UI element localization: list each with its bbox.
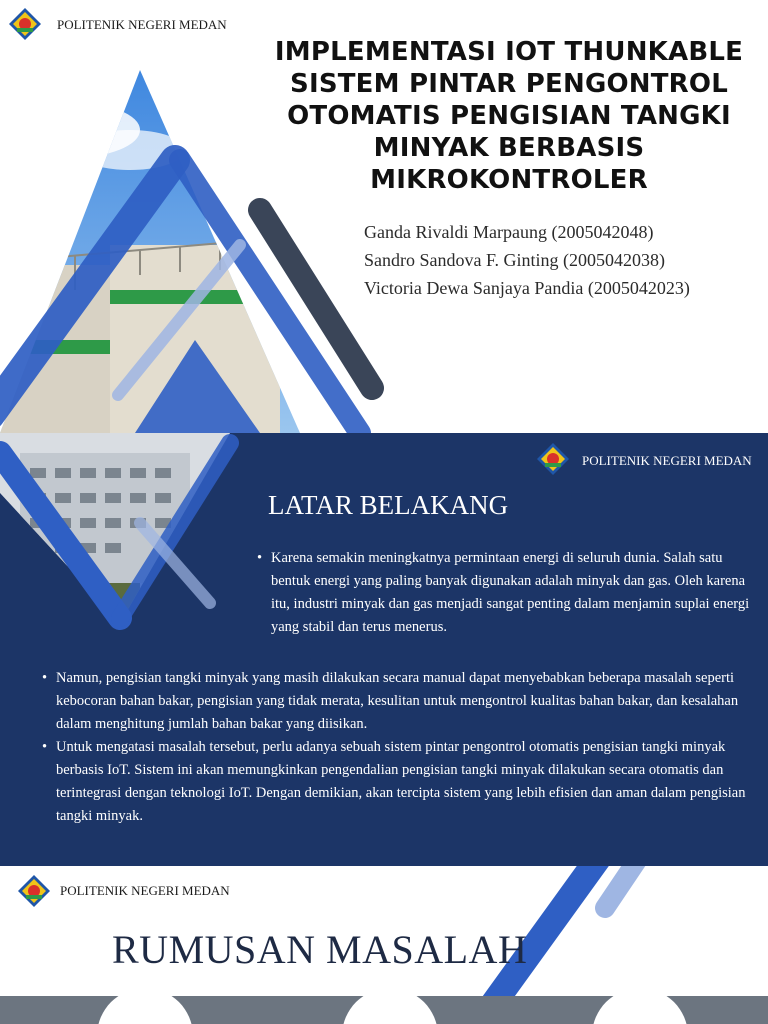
paragraph-text: Untuk mengatasi masalah tersebut, perlu adanya sebuah sistem pintar pengontrol otomatis pengisian tangki minyak berbasis IoT. Sistem ini akan memungkinkan pengendalian pengisian tangki minyak dilakukan secara otomatis dan terintegrasi dengan teknologi IoT. Dengan demikian, akan tercipta sistem yang lebih efisien dan aman dalam pengisian tangki minyak. [56,739,746,824]
paragraph-text: Namun, pengisian tangki minyak yang masih dilakukan secara manual dapat menyebabkan beberapa masalah seperti kebocoran bahan bakar, pengisian yang tidak merata, kesulitan untuk mengontrol kualitas bahan bakar, dan kesalahan dalam menghitung jumlah bahan bakar yang diisikan. [56,670,739,732]
institution-logo-icon [536,442,570,476]
org-name: POLITENIK NEGERI MEDAN [582,453,752,468]
author-item: Victoria Dewa Sanjaya Pandia (2005042023) [364,278,690,298]
title-line: MIKROKONTROLER [370,165,648,195]
bullet-paragraph [257,547,757,639]
institution-logo-icon [17,874,51,908]
building-photo-collage [0,433,263,643]
section-title: LATAR BELAKANG [268,490,509,520]
presentation-title [262,36,756,196]
background-slide [0,433,768,866]
bullet-paragraph [42,667,756,736]
paragraph-text: Karena semakin meningkatnya permintaan energi di seluruh dunia. Salah satu bentuk energi yang paling banyak digunakan adalah minyak dan gas. Oleh karena itu, industri minyak dan gas menjadi sangat penting dalam menjamin suplai energi yang stabil dan terus menerus. [271,550,750,635]
title-line: SISTEM PINTAR PENGONTROL [290,69,728,99]
title-line: MINYAK BERBASIS [373,133,645,163]
title-line: IMPLEMENTASI IOT THUNKABLE [274,37,744,67]
problem-statement-slide [0,866,768,1024]
author-list [364,218,690,302]
bullet-paragraph [42,736,756,828]
author-item: Sandro Sandova F. Ginting (2005042038) [364,250,666,270]
title-line: OTOMATIS PENGISIAN TANGKI [287,101,731,131]
section-title: RUMUSAN MASALAH [112,927,528,972]
author-item: Ganda Rivaldi Marpaung (2005042048) [364,222,654,242]
bullet-marker: • [257,550,263,566]
institution-logo-icon [8,7,42,41]
org-name: POLITENIK NEGERI MEDAN [57,17,227,32]
org-name: POLITENIK NEGERI MEDAN [60,883,230,898]
bullet-marker: • [42,670,48,686]
title-slide [0,0,768,433]
bullet-marker: • [42,739,48,755]
